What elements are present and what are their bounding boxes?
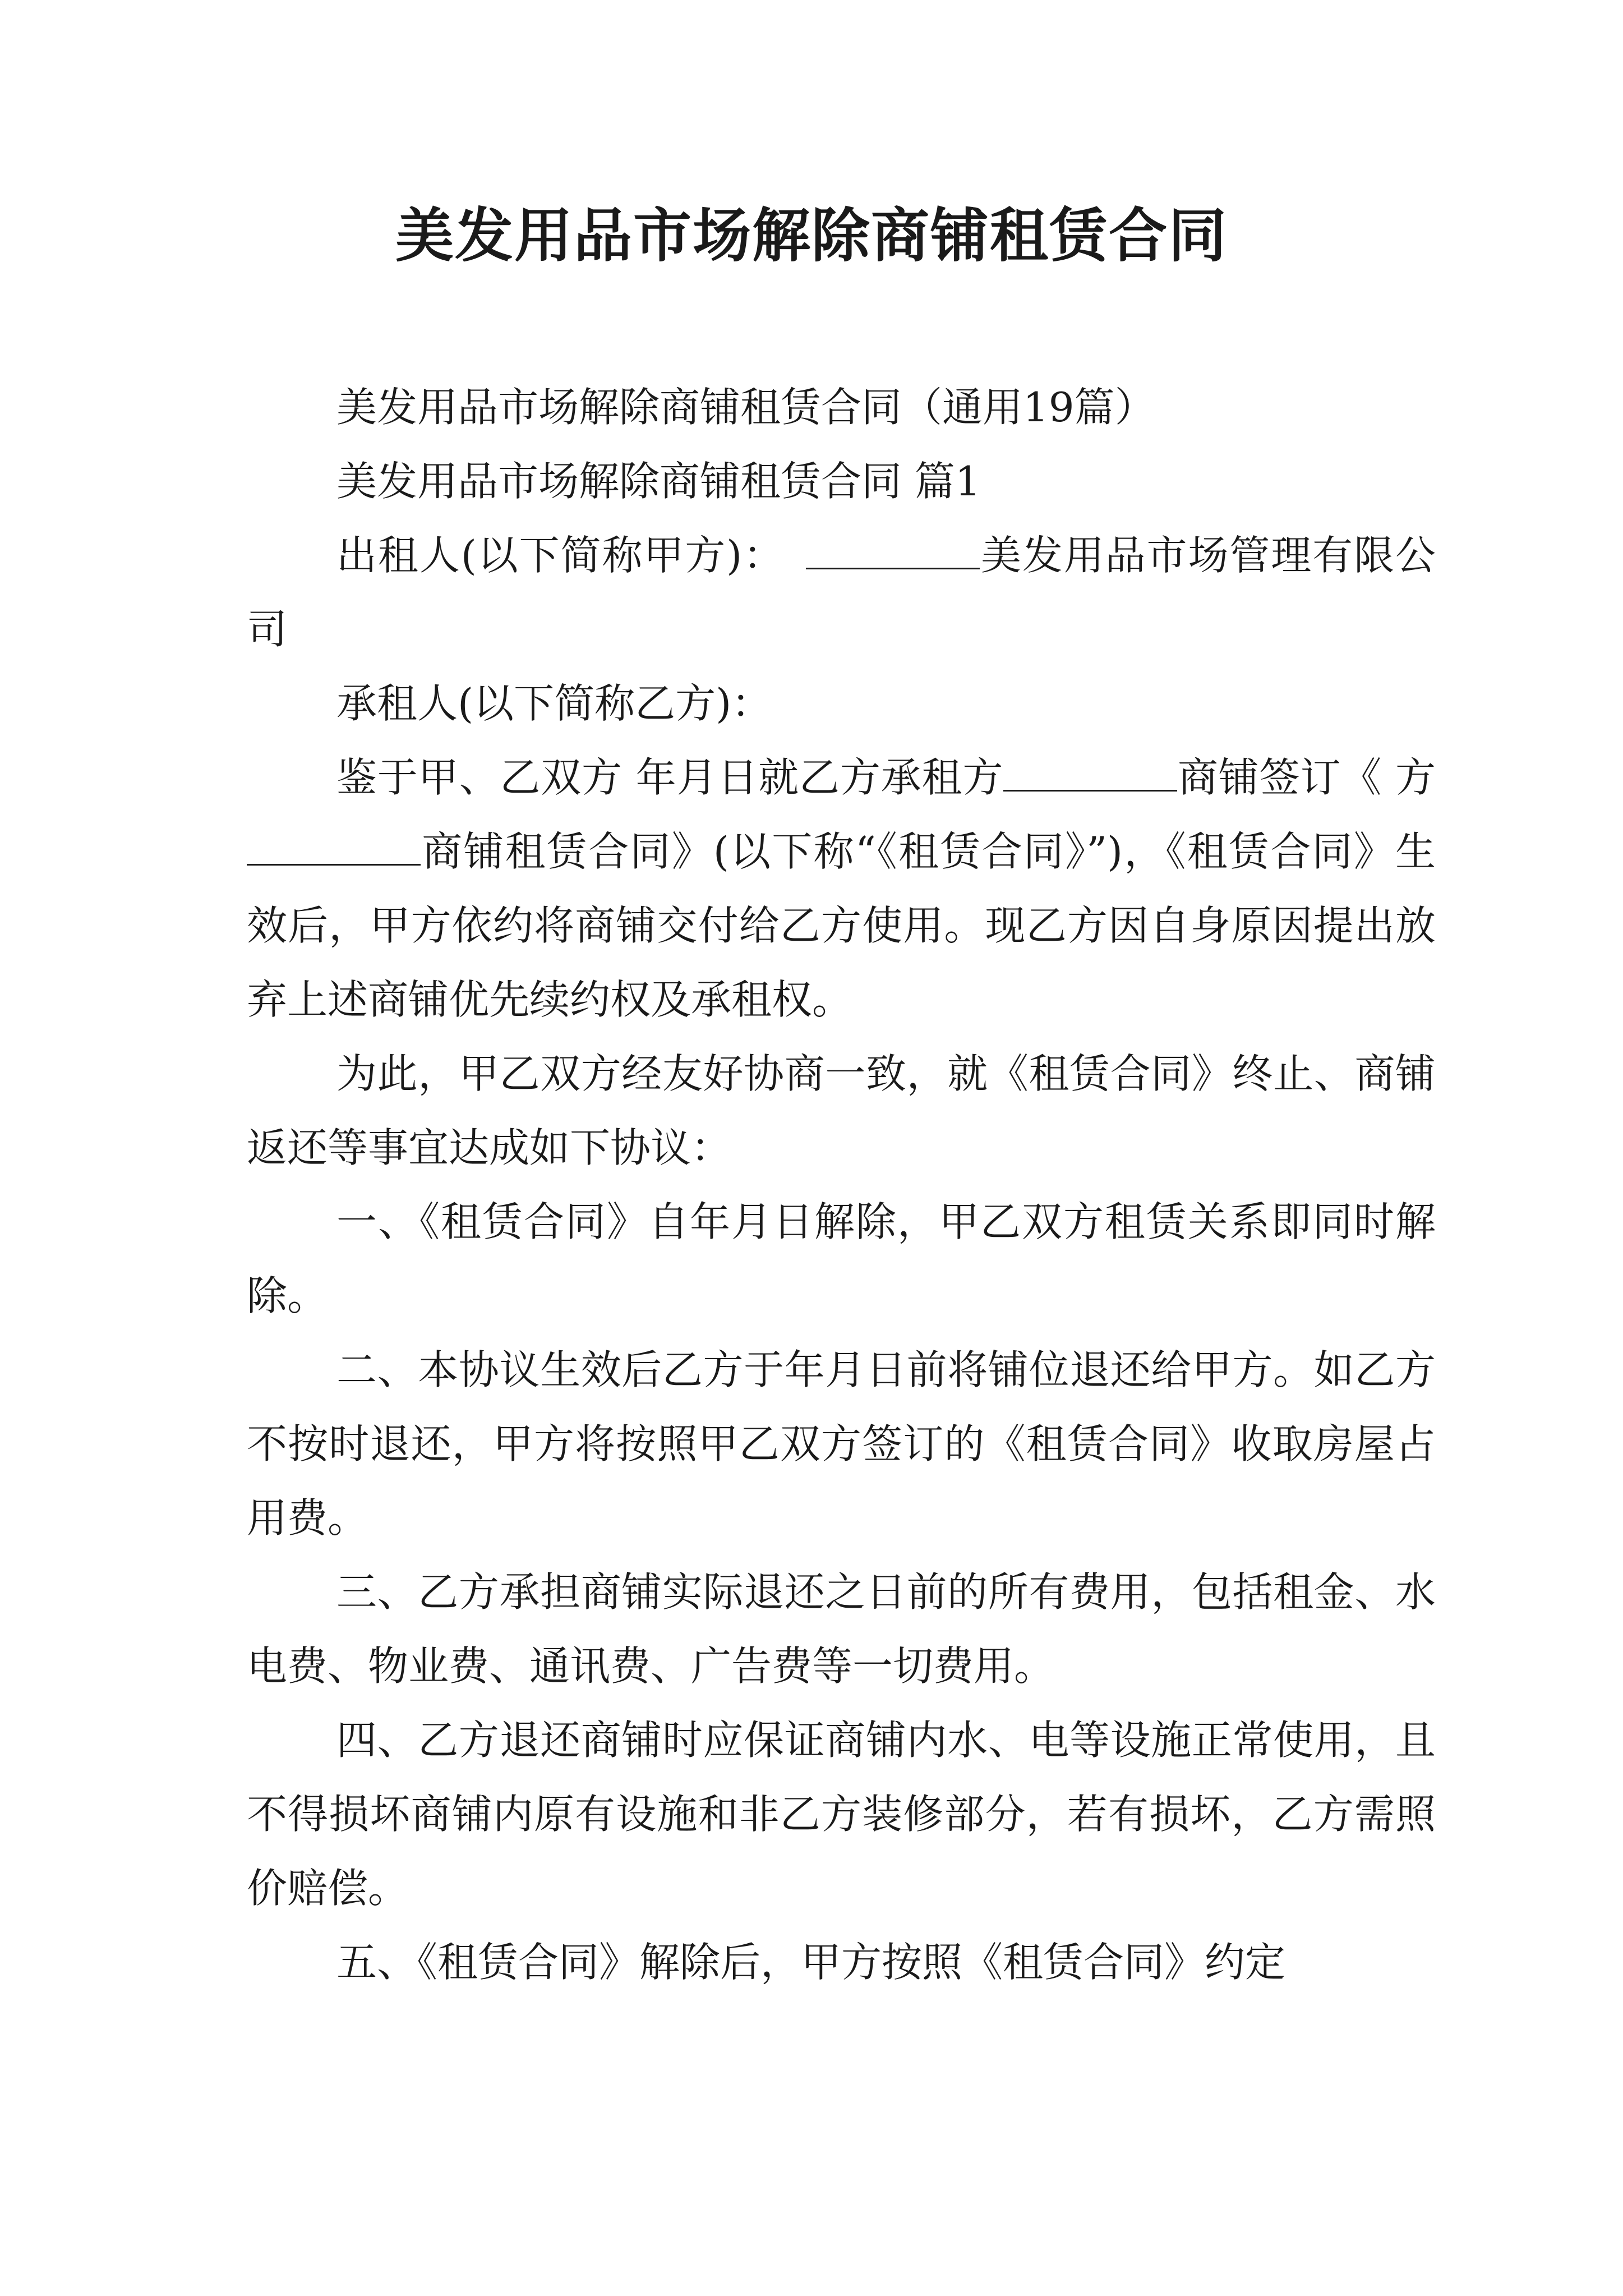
lessee-line bbox=[247, 666, 1436, 740]
recital-paragraph bbox=[247, 740, 1436, 1037]
agreement-intro: 为此，甲乙双方经友好协商一致，就《租赁合同》终止、商铺返还等事宜达成如下协议： bbox=[247, 1050, 1436, 1171]
lessor-name: 美发用品市场管理有限公司 bbox=[247, 532, 1436, 653]
clause-2: 二、本协议生效后乙方于年月日前将铺位退还给甲方。如乙方不按时退还，甲方将按照甲乙双方签订的《租赁合同》收取房屋占用费。 bbox=[247, 1346, 1436, 1542]
clause-5: 五、《租赁合同》解除后，甲方按照《租赁合同》约定 bbox=[336, 1939, 1286, 1986]
clause-4: 四、乙方退还商铺时应保证商铺内水、电等设施正常使用，且不得损坏商铺内原有设施和非乙方装修部分，若有损坏，乙方需照价赔偿。 bbox=[247, 1717, 1436, 1912]
lessor-blank bbox=[806, 528, 980, 569]
recital-text-1: 鉴于甲、乙双方 年月日就乙方承租方 bbox=[336, 754, 1004, 801]
lessor-label: 出租人(以下简称甲方)： bbox=[336, 532, 765, 579]
shop-blank-2 bbox=[247, 825, 421, 866]
lessor-line bbox=[247, 518, 1436, 666]
document-title: 美发用品市场解除商铺租赁合同 bbox=[395, 201, 1228, 270]
clause-1: 一、《租赁合同》自年月日解除，甲乙双方租赁关系即同时解除。 bbox=[247, 1198, 1436, 1319]
shop-blank-1 bbox=[1003, 751, 1177, 792]
document-subtitle: 美发用品市场解除商铺租赁合同（通用19篇） bbox=[336, 384, 1155, 431]
clause-3: 三、乙方承担商铺实际退还之日前的所有费用，包括租金、水电费、物业费、通讯费、广告费等一切费用。 bbox=[247, 1568, 1436, 1690]
document-body bbox=[247, 370, 1436, 1999]
lessee-label: 承租人(以下简称乙方)： bbox=[336, 680, 772, 727]
recital-text-3: 商铺租赁合同》(以下称“《租赁合同》”)，《租赁合同》生效后，甲方依约将商铺交付给乙方使用。现乙方因自身原因提出放弃上述商铺优先续约权及承租权。 bbox=[247, 828, 1436, 1023]
section-heading: 美发用品市场解除商铺租赁合同 篇1 bbox=[336, 458, 981, 505]
recital-text-2: 商铺签订《 方 bbox=[1177, 754, 1436, 801]
